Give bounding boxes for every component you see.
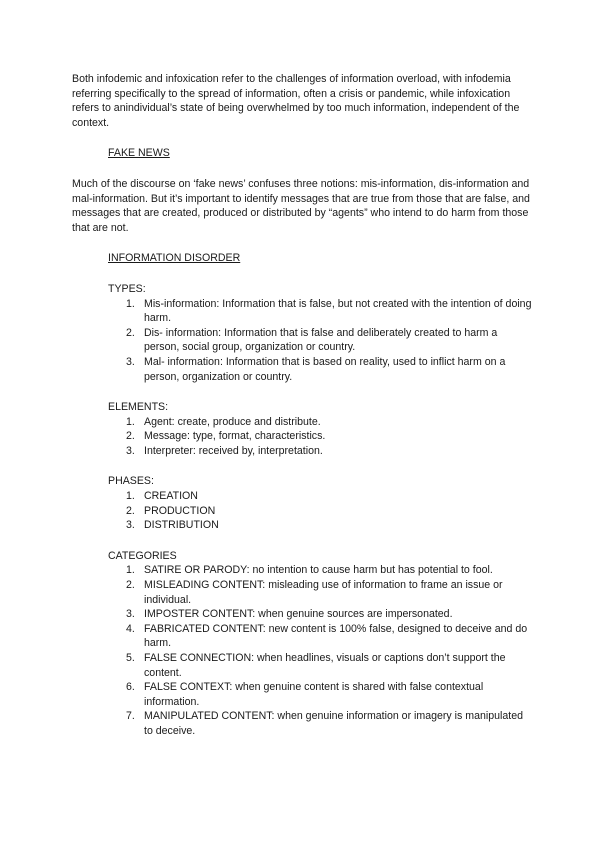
list-text: DISTRIBUTION	[144, 519, 219, 532]
phases-list	[72, 489, 534, 533]
list-text: Dis- information: Information that is false and deliberately created to harm a person, social group, organization or country.	[144, 326, 498, 354]
list-number: 1.	[126, 415, 135, 428]
list-item	[72, 429, 534, 444]
list-item	[72, 622, 534, 651]
fake-news-paragraph: Much of the discourse on ‘fake news’ confuses three notions: mis-information, dis-information and mal-information. But it’s important to identify messages that are true from those that are false, and messages that are created, produced or distributed by “agents” who intend to do harm from those that are not.	[72, 177, 530, 234]
list-item	[72, 326, 534, 355]
list-text: IMPOSTER CONTENT: when genuine sources are impersonated.	[144, 608, 453, 621]
list-item	[72, 489, 534, 504]
list-number: 6.	[126, 681, 135, 694]
intro-paragraph: Both infodemic and infoxication refer to the challenges of information overload, with infodemia referring specifically to the spread of information, often a crisis or pandemic, while infoxication refers to anindividual’s state of being overwhelmed by too much information, independent of the context.	[72, 73, 520, 129]
list-item	[72, 563, 534, 578]
list-item	[72, 607, 534, 622]
categories-label: CATEGORIES	[108, 549, 177, 562]
types-list	[72, 297, 534, 385]
list-item	[72, 355, 534, 384]
information-disorder-heading: INFORMATION DISORDER	[108, 252, 241, 265]
list-item	[72, 578, 534, 607]
list-item	[72, 504, 534, 519]
list-item	[72, 651, 534, 680]
fake-news-heading: FAKE NEWS	[108, 147, 170, 160]
list-text: Mal- information: Information that is based on reality, used to inflict harm on a person, organization or country.	[144, 355, 506, 383]
list-item	[72, 444, 534, 459]
list-text: Mis-information: Information that is false, but not created with the intention of doing harm.	[144, 297, 532, 325]
list-item	[72, 415, 534, 430]
list-text: Interpreter: received by, interpretation.	[144, 444, 323, 457]
list-number: 3.	[126, 355, 135, 368]
elements-list	[72, 415, 534, 459]
list-number: 3.	[126, 519, 135, 532]
types-label: TYPES:	[108, 282, 146, 295]
list-item	[72, 709, 534, 738]
categories-list	[72, 563, 534, 738]
list-number: 7.	[126, 710, 135, 723]
list-text: Message: type, format, characteristics.	[144, 430, 326, 443]
list-item	[72, 680, 534, 709]
list-number: 5.	[126, 652, 135, 664]
list-number: 3.	[126, 444, 135, 457]
document-page	[72, 72, 534, 739]
list-number: 4.	[126, 622, 135, 635]
list-number: 2.	[126, 326, 135, 339]
list-text: MANIPULATED CONTENT: when genuine information or imagery is manipulated to deceive.	[144, 710, 523, 737]
list-text: MISLEADING CONTENT: misleading use of information to frame an issue or individual.	[144, 579, 503, 606]
list-item	[72, 518, 534, 533]
elements-label: ELEMENTS:	[108, 401, 169, 414]
phases-label: PHASES:	[108, 475, 154, 488]
list-number: 3.	[126, 608, 135, 621]
list-number: 2.	[126, 504, 135, 517]
list-item	[72, 297, 534, 326]
list-number: 1.	[126, 490, 135, 503]
list-number: 1.	[126, 297, 135, 310]
list-text: Agent: create, produce and distribute.	[144, 415, 321, 428]
list-text: FABRICATED CONTENT: new content is 100% false, designed to deceive and do harm.	[144, 622, 528, 650]
list-text: FALSE CONNECTION: when headlines, visuals or captions don’t support the content.	[144, 652, 506, 679]
list-number: 2.	[126, 579, 135, 592]
list-number: 1.	[126, 564, 135, 577]
list-number: 2.	[126, 430, 135, 443]
list-text: FALSE CONTEXT: when genuine content is shared with false contextual information.	[144, 681, 484, 708]
list-text: PRODUCTION	[144, 504, 216, 517]
list-text: SATIRE OR PARODY: no intention to cause harm but has potential to fool.	[144, 564, 493, 577]
list-text: CREATION	[144, 490, 198, 503]
